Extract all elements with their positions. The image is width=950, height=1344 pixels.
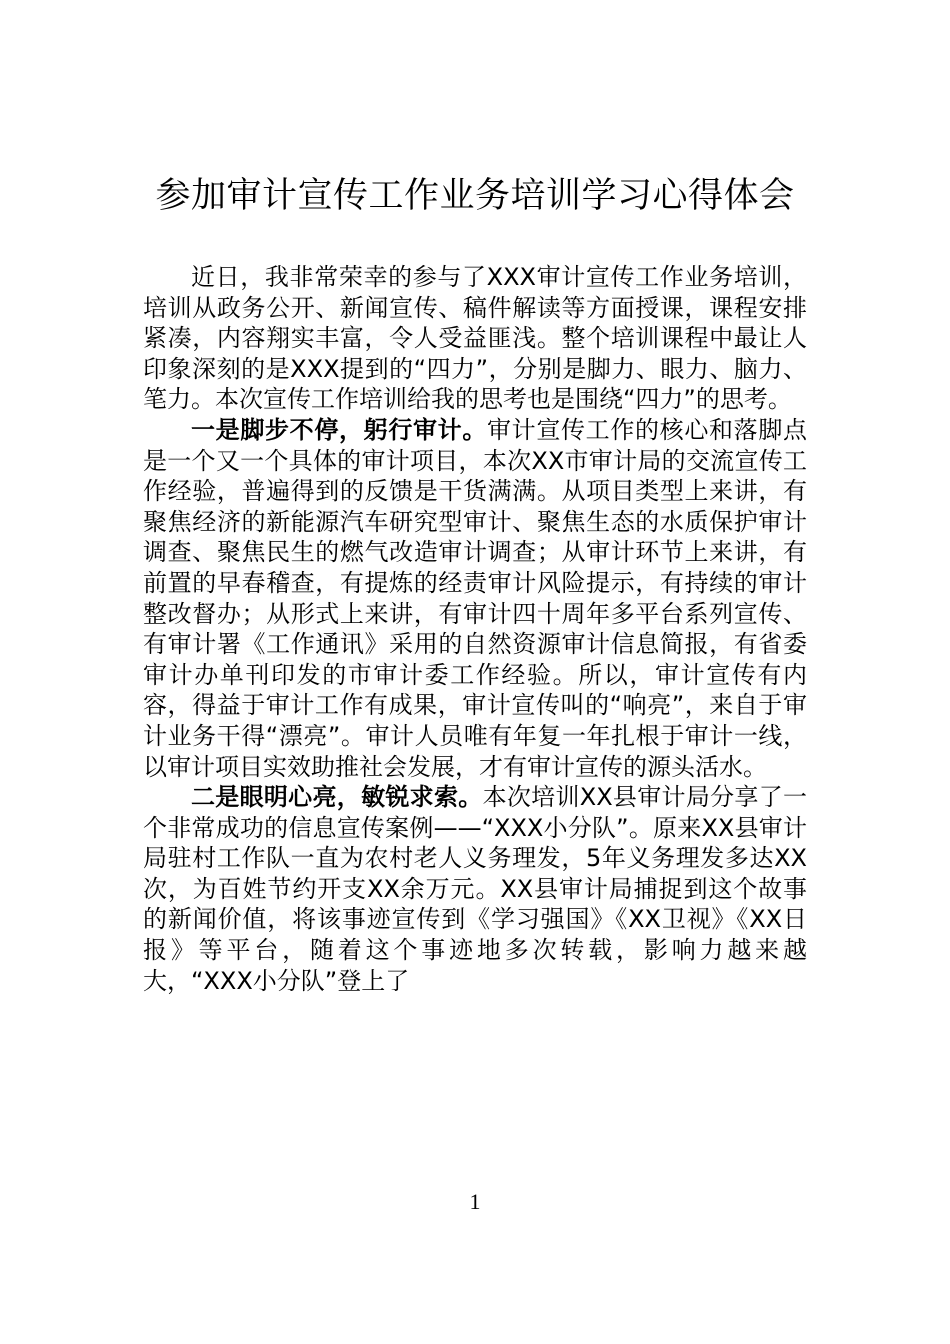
paragraph-text: 本次培训XX县审计局分享了一个非常成功的信息宣传案例——“XXX小分队”。原来XX县审计局驻村工作队一直为农村老人义务理发，5年义务理发多达XX次，为百姓节约开支XX余万元。XX县审计局捕捉到这个故事的新闻价值，将该事迹宣传到《学习强国》《XX卫视》《XX日报》等平台，随着这个事迹地多次转载，影响力越来越大，“XXX小分队”登上了 xyxy=(143,783,807,995)
paragraph-intro xyxy=(143,262,807,415)
paragraph-point-one xyxy=(143,415,807,782)
paragraph-lead: 一是脚步不停，躬行审计。 xyxy=(191,415,487,444)
paragraph-point-two xyxy=(143,782,807,996)
paragraph-lead: 二是眼明心亮，敏锐求索。 xyxy=(191,783,483,812)
paragraph-text: 近日，我非常荣幸的参与了XXX审计宣传工作业务培训，培训从政务公开、新闻宣传、稿件解读等方面授课，课程安排紧凑，内容翔实丰富，令人受益匪浅。整个培训课程中最让人印象深刻的是XXX提到的“四力”，分别是脚力、眼力、脑力、笔力。本次宣传工作培训给我的思考也是围绕“四力”的思考。 xyxy=(143,263,807,414)
paragraph-text: 审计宣传工作的核心和落脚点是一个又一个具体的审计项目，本次XX市审计局的交流宣传工作经验，普遍得到的反馈是干货满满。从项目类型上来讲，有聚焦经济的新能源汽车研究型审计、聚焦生态的水质保护审计调查、聚焦民生的燃气改造审计调查；从审计环节上来讲，有前置的早春稽查，有提炼的经责审计风险提示，有持续的审计整改督办；从形式上来讲，有审计四十周年多平台系列宣传、有审计署《工作通讯》采用的自然资源审计信息简报，有省委审计办单刊印发的市审计委工作经验。所以，审计宣传有内容，得益于审计工作有成果，审计宣传叫的“响亮”，来自于审计业务干得“漂亮”。审计人员唯有年复一年扎根于审计一线，以审计项目实效助推社会发展，才有审计宣传的源头活水。 xyxy=(143,415,807,781)
document-title: 参加审计宣传工作业务培训学习心得体会 xyxy=(155,176,795,216)
page-number: 1 xyxy=(469,1189,481,1214)
document-body xyxy=(143,262,807,996)
